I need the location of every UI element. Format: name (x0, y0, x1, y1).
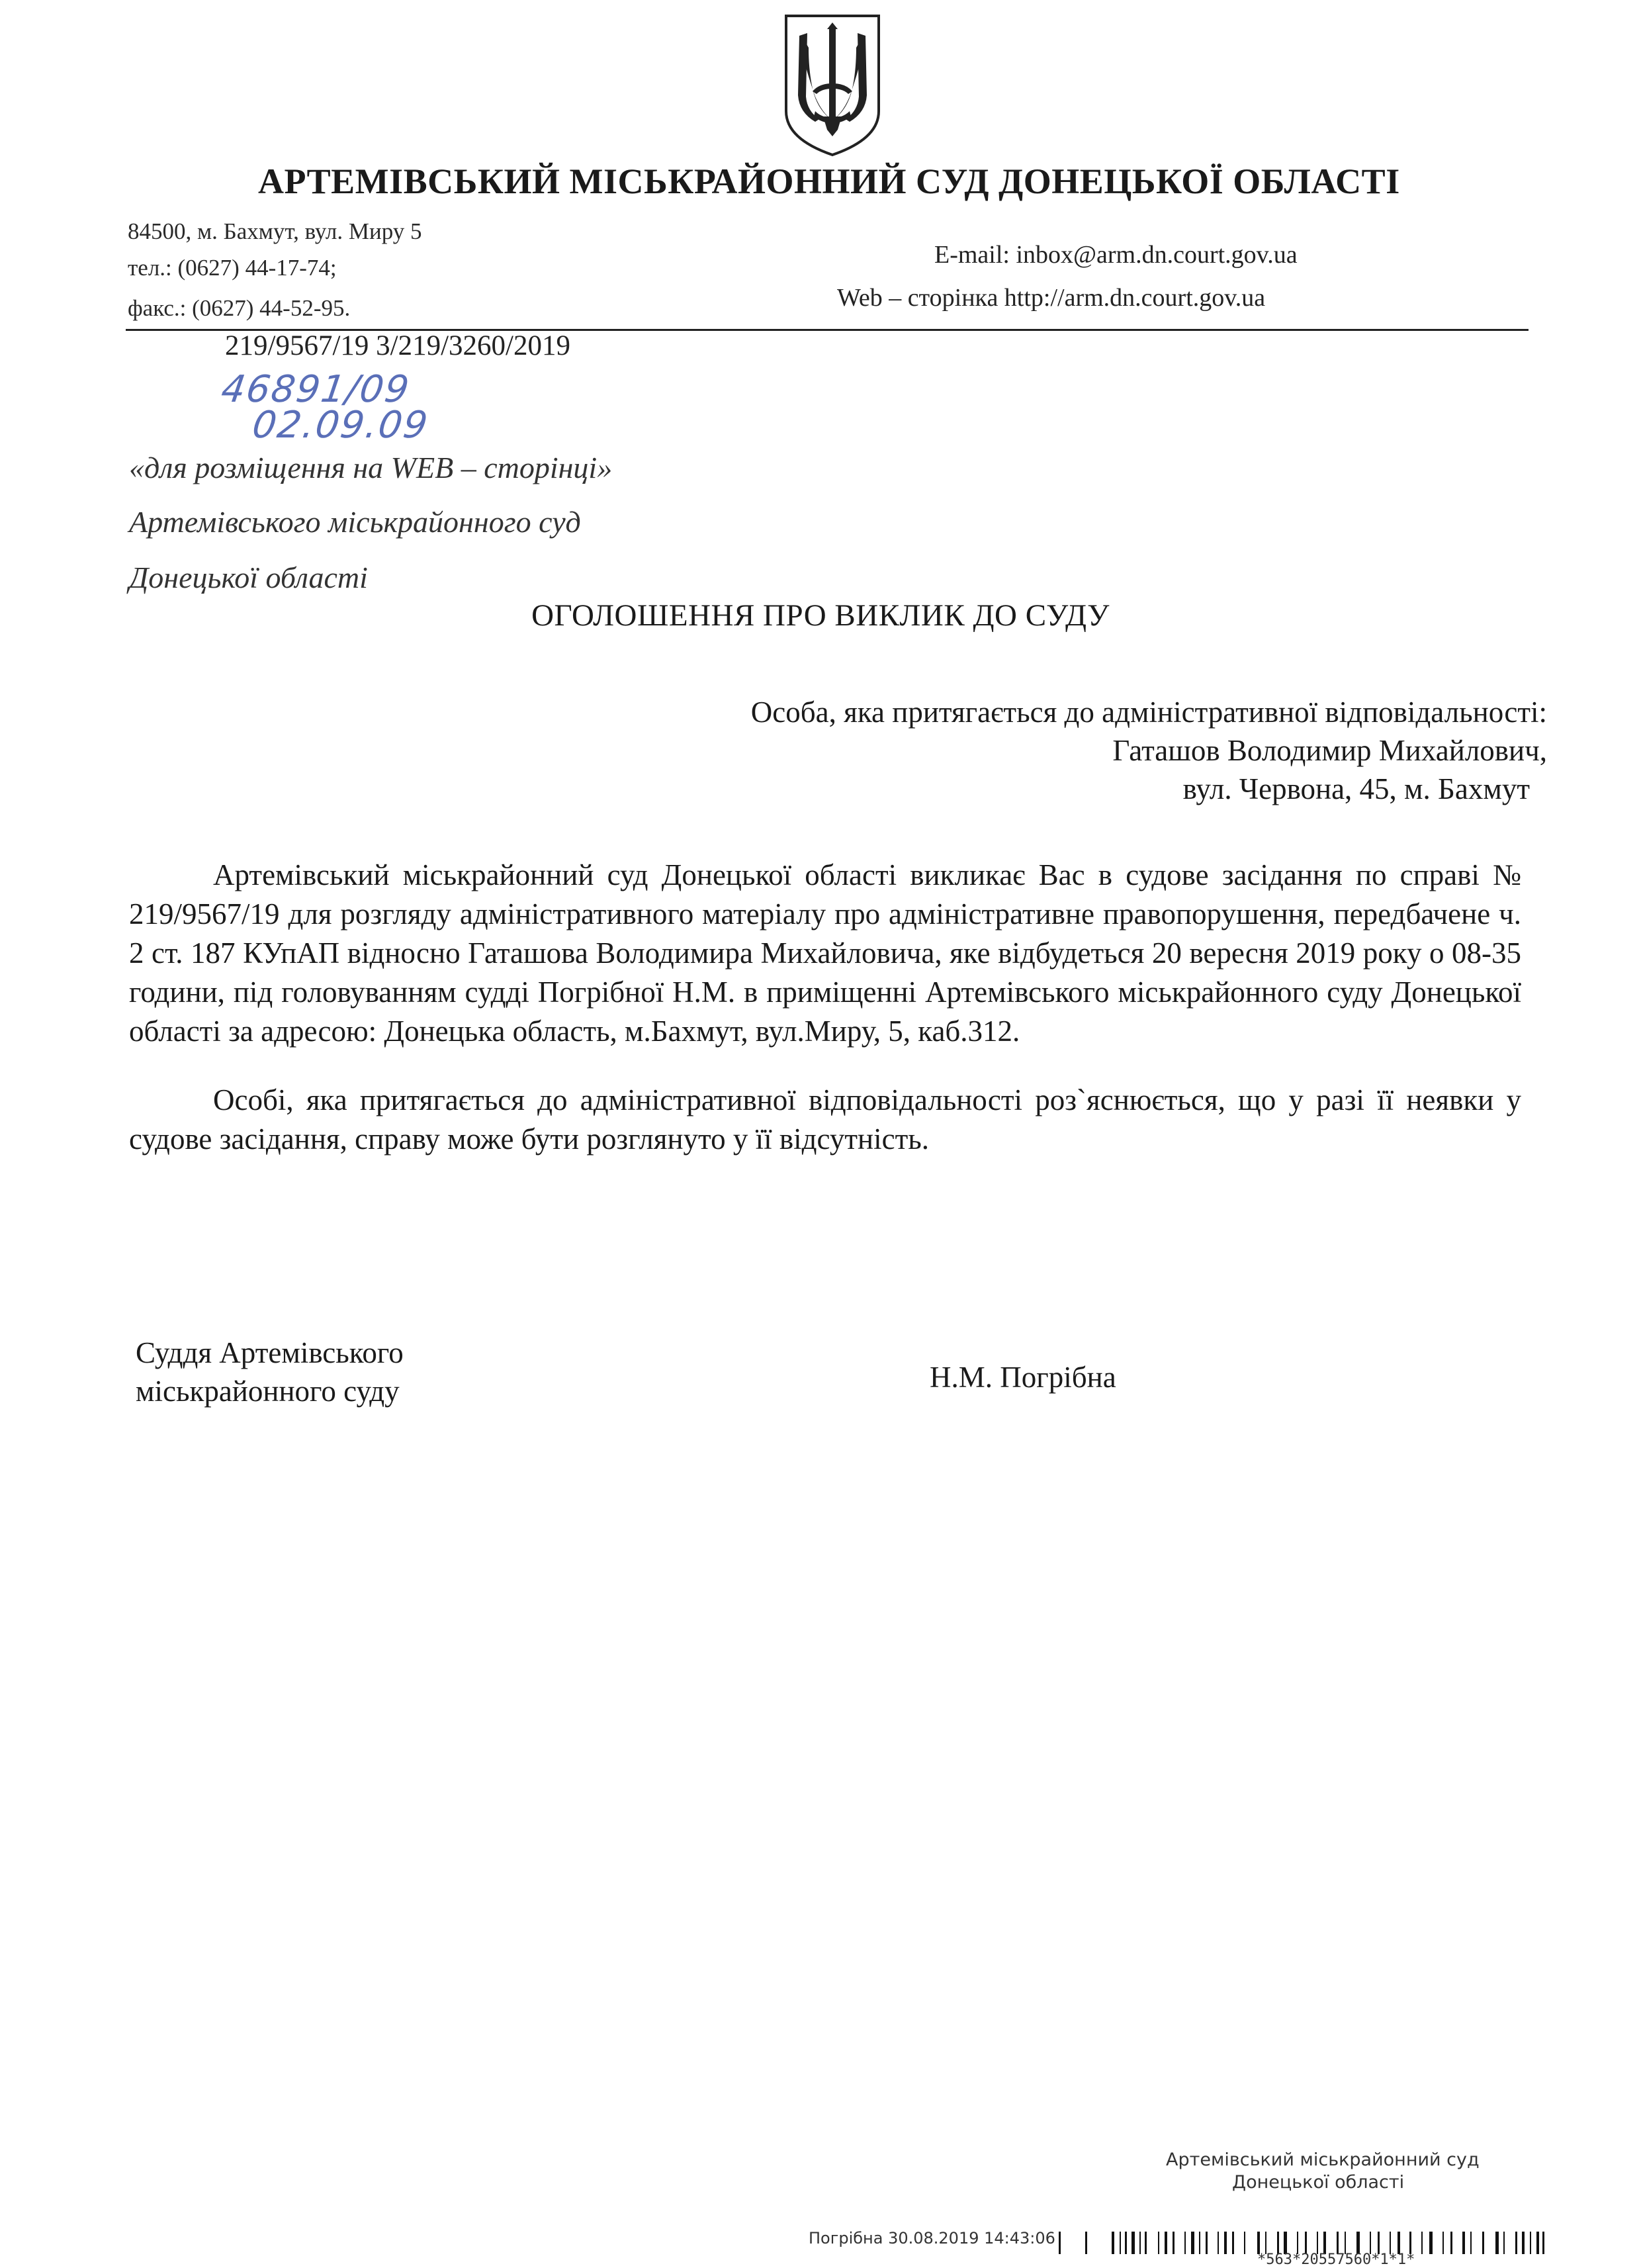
trident-coat-of-arms-icon (781, 12, 884, 159)
court-name: АРТЕМІВСЬКИЙ МІСЬКРАЙОННИЙ СУД ДОНЕЦЬКОЇ ОБЛАСТІ (258, 161, 1400, 201)
absence-notice-paragraph (129, 1081, 1521, 1159)
court-phone: тел.: (0627) 44-17-74; (128, 255, 337, 281)
judge-title-line2: міськрайонного суду (136, 1375, 400, 1408)
court-website: Web – сторінка http://arm.dn.court.gov.ua (837, 284, 1266, 312)
judge-name: Н.М. Погрібна (930, 1361, 1116, 1394)
placement-note: «для розміщення на WEB – сторінці» (129, 451, 613, 484)
court-address: 84500, м. Бахмут, вул. Миру 5 (128, 218, 422, 244)
court-fax: факс.: (0627) 44-52-95. (128, 295, 351, 321)
court-email: E-mail: inbox@arm.dn.court.gov.ua (934, 241, 1298, 269)
addressee-block (488, 693, 1547, 808)
addressee-name: Гаташов Володимир Михайлович, (1112, 734, 1547, 767)
document-title: ОГОЛОШЕННЯ ПРО ВИКЛИК ДО СУДУ (531, 598, 1110, 633)
placement-region: Донецької області (129, 561, 368, 594)
judge-title (136, 1334, 404, 1410)
barcode-number: *563*20557560*1*1* (1257, 2251, 1415, 2268)
absence-notice-text: Особі, яка притягається до адміністративної відповідальності роз`яснюється, що у разі її неявки у судове засідання, справу може бути розглянуто у її відсутність. (129, 1083, 1521, 1156)
handwritten-registration-date: 02.09.09 (249, 404, 431, 447)
summons-paragraph (129, 856, 1521, 1051)
handwritten-registration-number: 46891/09 (218, 368, 413, 411)
judge-title-line1: Суддя Артемівського (136, 1336, 404, 1369)
addressee-address: вул. Червона, 45, м. Бахмут (1182, 772, 1530, 805)
stamp-signed-by: Погрібна 30.08.2019 14:43:06 (809, 2229, 1055, 2247)
placement-court: Артемівського міськрайонного суд (129, 505, 581, 539)
summons-text: Артемівський міськрайонний суд Донецької області викликає Вас в судове засідання по справі № 219/9567/19 для розгляду адміністративного матеріалу про адміністративне правопорушення, передбачене ч. 2 ст. 187 КУпАП відносно Гаташова Володимира Михайловича, яке відбудеться 20 вересня 2019 року о 08-35 години, під головуванням судді Погрібної Н.М. в приміщенні Артемівського міськрайонного суду Донецької області за адресою: Донецька область, м.Бахмут, вул.Миру, 5, каб.312. (129, 858, 1521, 1048)
stamp-court-region: Донецької області (1232, 2172, 1405, 2193)
case-numbers: 219/9567/19 3/219/3260/2019 (225, 330, 570, 361)
stamp-court-name: Артемівський міськрайонний суд (1166, 2150, 1480, 2170)
addressee-role: Особа, яка притягається до адміністративної відповідальності: (750, 696, 1547, 729)
